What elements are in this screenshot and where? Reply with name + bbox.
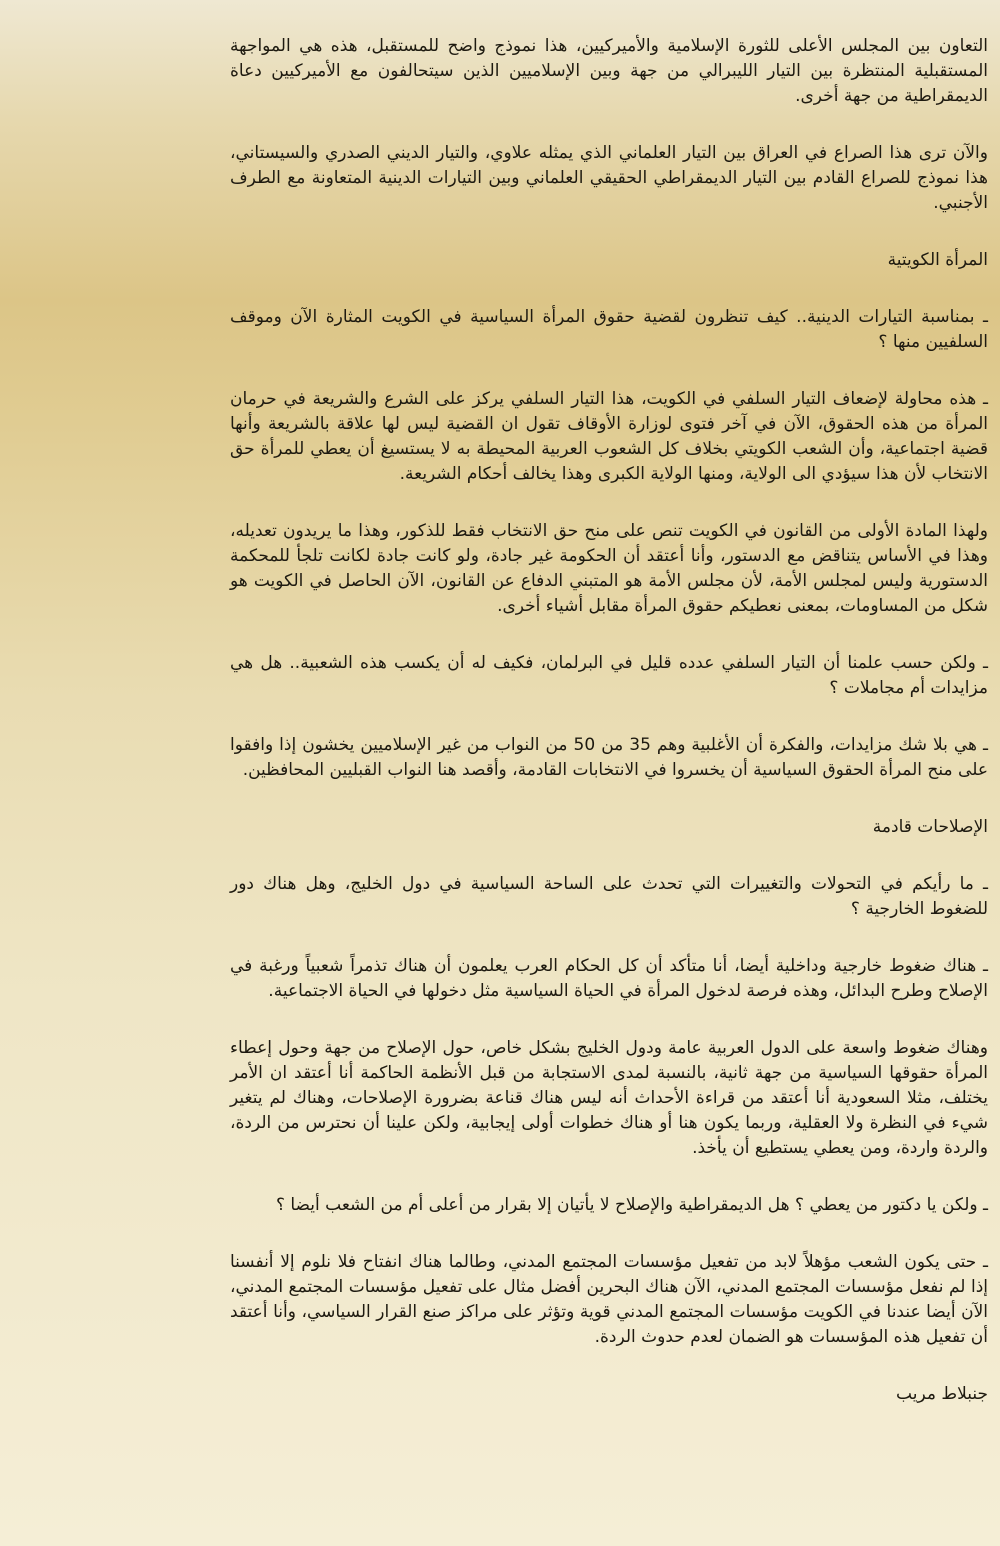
- paragraph-pressures-wide: وهناك ضغوط واسعة على الدول العربية عامة ودول الخليج بشكل خاص، حول الإصلاح من جهة وحول إعطاء المرأة حقوقها السياسية من جهة ثانية، بالنسبة لمدى الاستجابة من قبل الأنظمة الحاكمة أنا أعتقد ان الأمر يختلف، مثلا السعودية أنا أعتقد من قراءة الأحداث أنه ليس هناك قناعة بضرورة الإصلاحات، وهناك لم يتغير شيء في النظرة ولا العقلية، وربما يكون هنا أو هناك خطوات أولى إيجابية، ولكن علينا أن نحترس من الردة، والردة واردة، ومن يعطي يستطيع أن يأخذ.: [230, 1038, 988, 1158]
- section-heading-reforms: الإصلاحات قادمة: [872, 817, 988, 837]
- answer-pressures: ـ هناك ضغوط خارجية وداخلية أيضا، أنا متأكد أن كل الحكام العرب يعلمون أن هناك تذمراً شعبياً ورغبة في الإصلاح وطرح البدائل، وهذه فرصة لدخول المرأة في الحياة السياسية مثل دخولها في الحياة الاجتماعية.: [230, 956, 988, 1001]
- question-parliament: ـ ولكن حسب علمنا أن التيار السلفي عدده قليل في البرلمان، فكيف له أن يكسب هذه الشعبية.. هل هي مزايدات أم مجاملات ؟: [230, 653, 988, 698]
- paragraph-iraq: والآن ترى هذا الصراع في العراق بين التيار العلماني الذي يمثله علاوي، والتيار الديني الصدري والسيستاني، هذا نموذج للصراع القادم بين التيار الديمقراطي الحقيقي العلماني وبين التيارات الدينية المتعاونة مع الطرف الأجنبي.: [230, 143, 988, 213]
- author-signature: جنبلاط مريب: [896, 1384, 988, 1404]
- paragraph-law-article: ولهذا المادة الأولى من القانون في الكويت تنص على منح حق الانتخاب فقط للذكور، وهذا ما يريدون تعديله، وهذا في الأساس يتناقض مع الدستور، وأنا أعتقد أن الحكومة غير جادة، ولو كانت جادة لكانت تلجأ للمحكمة الدستورية وليس لمجلس الأمة، لأن مجلس الأمة هو المتبني الدفاع عن القانون، الآن الحاصل في الكويت هو شكل من المساومات، بمعنى نعطيكم حقوق المرأة مقابل أشياء أخرى.: [230, 521, 988, 616]
- question-gulf-changes: ـ ما رأيكم في التحولات والتغييرات التي تحدث على الساحة السياسية في دول الخليج، وهل هناك دور للضغوط الخارجية ؟: [230, 874, 988, 919]
- article-body: [230, 34, 988, 1407]
- paragraph-intro: التعاون بين المجلس الأعلى للثورة الإسلامية والأميركيين، هذا نموذج واضح للمستقبل، هذه هي المواجهة المستقبلية المنتظرة بين التيار الليبرالي من جهة وبين الإسلاميين الذين سيتحالفون مع الأميركيين دعاة الديمقراطية من جهة أخرى.: [230, 36, 988, 106]
- question-who-gives: ـ ولكن يا دكتور من يعطي ؟ هل الديمقراطية والإصلاح لا يأتيان إلا بقرار من أعلى أم من الشعب أيضا ؟: [275, 1195, 988, 1215]
- answer-civil-society: ـ حتى يكون الشعب مؤهلاً لابد من تفعيل مؤسسات المجتمع المدني، وطالما هناك انفتاح فلا نلوم إلا أنفسنا إذا لم نفعل مؤسسات المجتمع المدني، الآن هناك البحرين أفضل مثال على تفعيل مؤسسات المجتمع المدني، الآن أيضا عندنا في الكويت مؤسسات المجتمع المدني قوية وتؤثر على مراكز صنع القرار السياسي، وأنا أعتقد أن تفعيل هذه المؤسسات هو الضمان لعدم حدوث الردة.: [230, 1252, 988, 1347]
- section-heading-kuwaiti-woman: المرأة الكويتية: [887, 250, 988, 270]
- question-womens-rights: ـ بمناسبة التيارات الدينية.. كيف تنظرون لقضية حقوق المرأة السياسية في الكويت المثارة الآن وموقف السلفيين منها ؟: [230, 307, 988, 352]
- answer-parliament: ـ هي بلا شك مزايدات، والفكرة أن الأغلبية وهم 35 من 50 من النواب من غير الإسلاميين يخشون إذا وافقوا على منح المرأة الحقوق السياسية أن يخسروا في الانتخابات القادمة، وأقصد هنا النواب القبليين المحافظين.: [230, 735, 989, 780]
- answer-salafi-current: ـ هذه محاولة لإضعاف التيار السلفي في الكويت، هذا التيار السلفي يركز على الشرع والشريعة في حرمان المرأة من هذه الحقوق، الآن في آخر فتوى لوزارة الأوقاف تقول ان القضية ليس لها علاقة بالشريعة وأنها قضية اجتماعية، وأن الشعب الكويتي بخلاف كل الشعوب العربية المحيطة به لا يستسيغ أن يعطي للمرأة حق الانتخاب لأن هذا سيؤدي الى الولاية، ومنها الولاية الكبرى وهذا يخالف أحكام الشريعة.: [230, 389, 988, 484]
